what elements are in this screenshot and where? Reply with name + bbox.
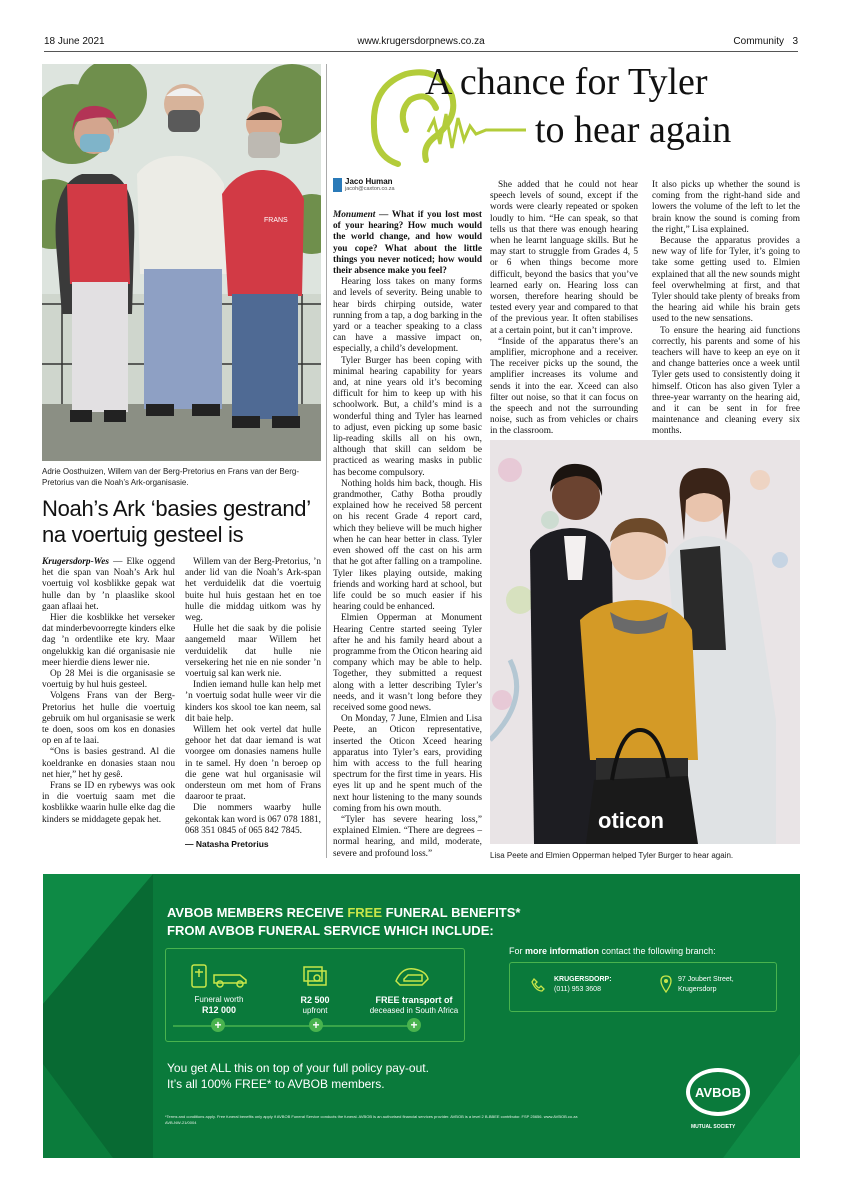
page-number: 3	[792, 36, 798, 47]
tyler-paragraph: Tyler Burger has been coping with minimal hearing capability for years and, at nine years old it’s becoming difficult for him to keep up with his schoolwork. But, a child’s mind is a wonderful thing and Tyler has learned to adjust, even picking up some basic lip-reading skills all on his own, although that skill can seldom be practiced as wearing masks in public has become compulsory.	[333, 355, 482, 478]
noah-paragraph: Krugersdorp-Wes — Elke oggend het die span van Noah’s Ark hul voertuig vol kosblikke gepak wat hulle dan by ’n plaaslike skool gaan aflaai het.	[42, 557, 175, 612]
plus-icon: +	[407, 1018, 421, 1032]
noah-column-2	[185, 557, 321, 850]
header-rule	[44, 51, 798, 52]
noah-paragraph: “Ons is basies gestrand. Al die koeldranke en donasies staan nou net hier,” het hy gesê.	[42, 747, 175, 780]
noah-paragraph: Hier die kosblikke het verseker dat minderbevoorregte kinders elke dag ’n ordentlike ete kry. Maar ongelukkig kan dié organisasie nie meer hierdie diens lewer nie.	[42, 613, 175, 668]
noah-paragraph: Indien iemand hulle kan help met ’n voertuig sodat hulle weer vir die kinders kos skool toe kan neem, sal dit baie help.	[185, 680, 321, 724]
noah-paragraph: Volgens Frans van der Berg-Pretorius het hulle die voertuig gebruik om hul organisasie se werk te doen, soos om kos en donasies op en af te laai.	[42, 691, 175, 747]
tyler-paragraph: Hearing loss takes on many forms and levels of severity. Being unable to hear birds chirping outside, water running from a tap, a dog barking in the yard or a teacher speaking to a class can have a massive impact on, especially, a child’s development.	[333, 277, 482, 355]
ad-fine-print: *Terms and conditions apply. Free funeral benefits only apply if AVBOB Funeral Service conducts the funeral. AVBOB is an authorised financial services provider. AVBOB is a level 2 B-BBEE contributor. FSP 25656. www.AVBOB.co.za AVB-NW-21/0004	[165, 1114, 578, 1125]
tyler-paragraph: She added that he could not hear speech levels of sound, except if the words were clearly repeated or spoken loudly to him. “He can speak, so that tells us that there was enough hearing when he learnt language skills. But he may start to struggle from Grades 4, 5 or 6 when things become more difficult, beyond the basics that you’ve learned early on. Hearing loss can worsen, therefore hearing should be tested every year and compared to that of the previous year. It often stabilises at a certain point, but it can’t improve.	[490, 180, 638, 336]
map-transport-icon	[392, 963, 432, 989]
tyler-paragraph: Nothing holds him back, though. His grandmother, Cathy Botha proudly explained how he received 58 percent on his recent Grade 4 report card, which they believe will be much higher when he can hear better in class. Tyler even showed off the cast on his arm that he got after falling on a trampoline. Tyler likes playing outside, making friends and working hard at school, but life could be so much easier if his hearing could be enhanced.	[333, 478, 482, 613]
tyler-photo-image	[490, 440, 800, 844]
tyler-lead: Monument — What if you lost most of your hearing? How much would the world change, and how would you cope? What about the little things you never noticed; how would their absence make you feel?	[333, 210, 482, 277]
issue-date: 18 June 2021	[44, 36, 105, 47]
ad-heading: AVBOB MEMBERS RECEIVE FREE FUNERAL BENEFITS* FROM AVBOB FUNERAL SERVICE WHICH INCLUDE:	[167, 905, 521, 938]
noah-paragraph: Hulle het die saak by die polisie aangemeld maar Willem het verduidelik dat hulle nie versekering het nie en nie sonder ’n voertuig sal kan werk nie.	[185, 624, 321, 680]
noah-byline: — Natasha Pretorius	[185, 839, 269, 850]
site-url[interactable]: www.krugersdorpnews.co.za	[357, 36, 485, 47]
benefit-transport: FREE transport of deceased in South Africa	[369, 995, 459, 1015]
shirt-text: FRANS	[264, 217, 288, 224]
tyler-paragraph: “Tyler has severe hearing loss,” explained Elmien. “There are degrees – normal hearing, and mild, moderate, severe and profound loss.”	[333, 814, 482, 859]
logo-text: AVBOB	[695, 1085, 741, 1100]
noah-paragraph: Die nommers waarby hulle gekontak kan word is 067 078 1881, 068 351 0845 of 065 842 7845.	[185, 803, 321, 836]
noah-paragraph: Op 28 Mei is die organisasie se voertuig by hul huis gesteel.	[42, 669, 175, 691]
dateline: Monument	[333, 210, 376, 220]
noah-column-1	[42, 557, 175, 826]
column-divider	[326, 64, 327, 858]
bag-brand-text: oticon	[598, 808, 664, 833]
noah-photo-image	[42, 64, 321, 461]
coffin-icon	[188, 963, 258, 989]
tyler-headline-line2: to hear again	[535, 109, 732, 151]
noah-paragraph: Frans se ID en rybewys was ook in die voertuig saam met die kosblikke waarin hulle elke dag die kinders se middagete gepak het.	[42, 781, 175, 825]
avbob-logo[interactable]	[683, 1064, 753, 1120]
page-header	[44, 36, 798, 50]
plus-icon: +	[309, 1018, 323, 1032]
author-email[interactable]: jacoh@caxton.co.za	[345, 186, 395, 192]
location-pin-icon	[660, 975, 672, 993]
tyler-photo	[490, 440, 800, 844]
tyler-column-3	[652, 180, 800, 438]
benefit-cash: R2 500 upfront	[300, 995, 330, 1015]
tyler-column-2	[490, 180, 638, 438]
plus-icon: +	[211, 1018, 225, 1032]
benefit-funeral: Funeral worth R12 000	[194, 995, 244, 1015]
section-name: Community	[733, 36, 784, 47]
noah-paragraph: Willem het ook vertel dat hulle gehoor het dat daar iemand is wat voorgee om donasies namens hulle in te samel. Hy doen ’n beroep op die gene wat hul organisasie wil ondersteun om met hom of Frans daaroor te praat.	[185, 725, 321, 803]
phone-icon	[530, 977, 546, 993]
noah-paragraph: Willem van der Berg-Pretorius, ’n ander lid van die Noah’s Ark-span het verduidelik dat die voertuig buite hul huis gestaan het en toe hulle die middag uitkom was hy weg.	[185, 557, 321, 624]
author-avatar	[333, 178, 342, 192]
tyler-paragraph: It also picks up whether the sound is coming from the right-hand side and lowers the volume of the left to let the brain know the sound is coming from the right,” Lisa explained.	[652, 180, 800, 235]
noah-photo-caption: Adrie Oosthuizen, Willem van der Berg-Pretorius en Frans van der Berg-Pretorius van die Noah’s Ark-organisasie.	[42, 467, 299, 487]
dateline: Krugersdorp-Wes	[42, 557, 109, 567]
tyler-headline-line1: A chance for Tyler	[425, 61, 708, 103]
cash-icon	[300, 963, 330, 989]
tyler-paragraph: “Inside of the apparatus there’s an amplifier, microphone and a receiver. The receiver picks up the sound, the amplifier increases its volume and sends it into the ear. Xceed can also filter out noise, so that it can focus on the speech and not the surrounding noise, such as from vehicles or chairs in the classroom.	[490, 336, 638, 437]
tyler-photo-caption: Lisa Peete and Elmien Opperman helped Tyler Burger to hear again.	[490, 851, 734, 860]
tyler-column-1	[333, 210, 482, 860]
tyler-paragraph: Because the apparatus provides a new way of life for Tyler, it’s going to take some getting used to. Elmien explained that all the new sounds might feel overwhelming at first, and that Tyler should take plenty of breaks from the hearing aid while his brain gets used to the new sensations.	[652, 236, 800, 325]
tyler-paragraph: On Monday, 7 June, Elmien and Lisa Peete, an Oticon representative, inserted the Oticon Xceed hearing apparatus into Tyler’s ears, providing him with access to the full hearing spectrum for the first time in years. His eyes lit up and he spent much of the next hour listening to the many sounds coming from his own mouth.	[333, 714, 482, 814]
ad-tagline: You get ALL this on top of your full policy pay-out. It’s all 100% FREE* to AVBOB members.	[167, 1061, 429, 1091]
tyler-paragraph: Elmien Opperman at Monument Hearing Centre started seeing Tyler after he and his family heard about a programme from the Oticon hearing aid company which may be able to help. Together, they submitted a request along with a letter describing Tyler’s needs, and it wasn’t long before they received some good news.	[333, 613, 482, 713]
author-name: Jaco Human	[345, 177, 393, 186]
benefit-connector-line	[173, 1024, 413, 1028]
branch-phone-block[interactable]: KRUGERSDORP: (011) 953 3608	[554, 976, 612, 993]
ad-info-heading: For more information contact the following branch:	[509, 946, 716, 956]
noah-headline: Noah’s Ark ‘basies gestrand’ na voertuig gesteel is	[42, 496, 310, 547]
branch-address: 97 Joubert Street, Krugersdorp	[678, 976, 734, 993]
branch-contact-box	[509, 962, 777, 1012]
mutual-society-text: MUTUAL SOCIETY	[691, 1124, 736, 1130]
avbob-advert[interactable]	[43, 874, 800, 1158]
tyler-paragraph: To ensure the hearing aid functions correctly, his parents and some of his teachers will have to keep an eye on it and change batteries once a week until Tyler gets used to consistently doing it himself. Oticon has also given Tyler a three-year warranty on the hearing aid, and it can be sent in for free maintenance and cleaning every six months.	[652, 325, 800, 437]
noah-photo	[42, 64, 321, 461]
